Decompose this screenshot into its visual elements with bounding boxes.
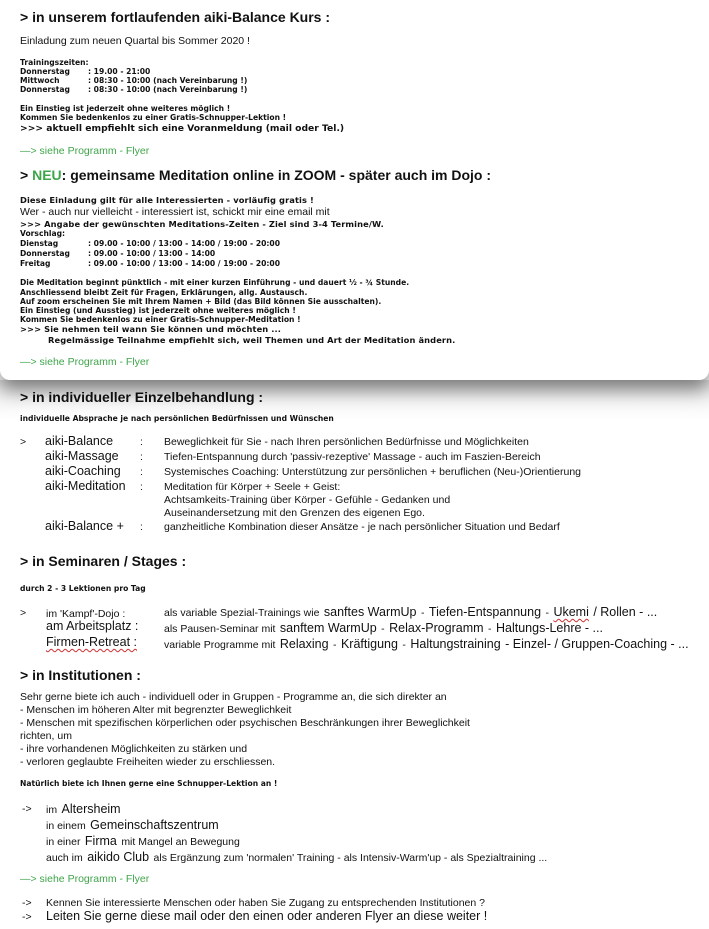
place-aikido-club [46,848,547,866]
slot-time: : 09.00 - 10:00 / 13:00 - 14:00 / 19:00 - 20:00 [88,239,280,248]
service-desc: Meditation für Körper + Seele + Geist: [164,481,341,493]
service-name: aiki-Massage [45,449,119,463]
individual-sub: individuelle Absprache je nach persönlichen Bedürfnissen und Wünschen [20,414,334,423]
seminar-keyword: sanftem WarmUp [279,621,377,635]
time-value: : 08:30 - 10:00 (nach Vereinbarung !) [88,76,248,85]
institution-line: richten, um [20,730,72,742]
seminar-keyword: Relax-Programm [389,621,484,635]
seminar-keyword: Relaxing [279,637,329,651]
time-value: : 08:30 - 10:00 (nach Vereinbarung !) [88,85,248,94]
meditation-para: Auf zoom erscheinen Sie mit Ihrem Namen + Bild (das Bild können Sie ausschalten). [20,297,382,306]
service-desc: Tiefen-Entspannung durch 'passiv-rezeptive' Massage - auch im Faszien-Bereich [164,451,541,463]
service-colon: : [140,521,143,533]
meditation-para: Die Meditation beginnt pünktlich - mit einer kurzen Einführung - und dauert ½ - ¾ Stunde. [20,278,410,287]
place-suffix: als Ergänzung zum 'normalen' Training - als Intensiv-Warm'up - als Spezialtraining ... [153,852,548,864]
slot-day: Dienstag [20,239,59,248]
seminar-sep: - [381,623,385,635]
service-desc: Systemisches Coaching: Unterstützung zur persönlichen + beruflichen (Neu-)Orientierung [164,466,581,478]
meditation-para: Regelmässige Teilnahme empfiehlt sich, weil Themen und Art der Meditation ändern. [48,335,456,345]
seminar-place: Firmen-Retreat : [46,635,137,649]
seminar-keyword: Haltungstraining [410,637,501,651]
list-marker: > [20,607,27,619]
seminar-place: am Arbeitsplatz : [46,619,139,633]
meditation-line: Wer - auch nur vielleicht - interessiert ist, schickt mir eine email mit [20,206,330,218]
place-name: Gemeinschaftszentrum [90,818,219,832]
times-title: Trainingszeiten: [20,58,89,67]
arrow-marker: -> [22,897,32,909]
service-colon: : [140,451,143,463]
seminar-keyword: Kräftigung [340,637,398,651]
seminar-sep: - [402,639,406,651]
balance-note: Kommen Sie bedenkenlos zu einer Gratis-Schnupper-Lektion ! [20,113,287,122]
service-desc: Beweglichkeit für Sie - nach Ihren persönlichen Bedürfnisse und Möglichkeiten [164,436,529,448]
new-badge: NEU [32,167,62,183]
individual-heading: > in individueller Einzelbehandlung : [20,389,264,405]
slot-time: : 09.00 - 10:00 / 13:00 - 14:00 [88,249,216,258]
institution-note: Natürlich biete ich Ihnen gerne eine Schnupper-Lektion an ! [20,779,278,788]
institution-line: Sehr gerne biete ich auch - individuell oder in Gruppen - Programme an, die sich direkter an [20,691,447,703]
seminars-sub: durch 2 - 3 Lektionen pro Tag [20,584,146,593]
meditation-heading [20,167,491,183]
meditation-line: Diese Einladung gilt für alle Interessierten - vorläufig gratis ! [20,195,314,205]
service-desc: Auseinandersetzung mit den Grenzen des eigenen Ego. [164,507,425,519]
meditation-line: >>> Angabe der gewünschten Meditations-Zeiten - Ziel sind 3-4 Termine/W. [20,219,384,229]
meditation-program-link[interactable]: —> siehe Programm - Flyer [20,356,150,368]
meditation-line: Vorschlag: [20,229,66,238]
service-desc: Achtsamkeits-Training über Körper - Gefühle - Gedanken und [164,494,451,506]
heading-prefix: > [20,167,33,183]
service-colon: : [140,466,143,478]
service-name: aiki-Balance [45,434,114,448]
institutions-program-link[interactable]: —> siehe Programm - Flyer [20,873,150,885]
service-name: aiki-Coaching [45,464,121,478]
place-prefix: in einer [46,836,81,848]
place-prefix: in einem [46,820,86,832]
slot-day: Freitag [20,259,51,268]
time-value: : 19.00 - 21:00 [88,67,151,76]
seminar-sep: - [488,623,492,635]
list-marker: > [20,436,27,448]
meditation-para: >>> Sie nehmen teil wann Sie können und möchten ... [20,324,282,334]
seminar-keyword: / Rollen - ... [593,605,658,619]
place-name: aikido Club [87,850,150,864]
seminar-sep: - [420,607,425,619]
seminar-row-retreat-desc [164,635,689,653]
institution-line: - verloren geglaubte Freiheiten wieder zu erschliessen. [20,756,276,768]
balance-invite: Einladung zum neuen Quartal bis Sommer 2020 ! [20,35,250,47]
service-desc: ganzheitliche Kombination dieser Ansätze - je nach persönlicher Situation und Bedarf [164,521,560,533]
seminar-sep: - [333,639,337,651]
arrow-marker: -> [22,911,32,923]
seminar-text: variable Programme mit [164,639,276,651]
meditation-para: Kommen Sie bedenkenlos zu einer Gratis-Schnupper-Meditation ! [20,315,301,324]
time-day: Mittwoch [20,76,60,85]
service-name: aiki-Meditation [45,479,126,493]
place-prefix: auch im [46,852,83,864]
seminar-keyword: Haltungs-Lehre - ... [495,621,603,635]
top-card [0,0,709,380]
slot-time: : 09.00 - 10:00 / 13:00 - 14:00 / 19:00 - 20:00 [88,259,280,268]
seminars-heading: > in Seminaren / Stages : [20,553,187,569]
service-colon: : [140,436,143,448]
place-suffix: mit Mangel an Bewegung [121,836,240,848]
meditation-para: Ein Einstieg (und Ausstieg) ist jederzeit ohne weiteres möglich ! [20,306,296,315]
institutions-heading: > in Institutionen : [20,667,141,683]
balance-heading: > in unserem fortlaufenden aiki-Balance Kurs : [20,9,331,25]
seminar-place: im 'Kampf'-Dojo : [46,608,126,620]
seminar-keyword: Ukemi [553,605,589,619]
institution-line: - Menschen mit spezifischen körperlichen oder psychischen Beschränkungen ihrer Beweglichkeit [20,717,470,729]
forward-request: Leiten Sie gerne diese mail oder den einen oder anderen Flyer an diese weiter ! [46,909,488,923]
question-line: Kennen Sie interessierte Menschen oder haben Sie Zugang zu entsprechenden Institutionen ? [46,897,485,909]
seminar-sep: - [545,607,549,619]
seminar-keyword: - Einzel- / Gruppen-Coaching - ... [505,637,689,651]
balance-note: >>> aktuell empfiehlt sich eine Voranmeldung (mail oder Tel.) [20,123,345,134]
service-colon: : [140,481,143,493]
institution-line: - ihre vorhandenen Möglichkeiten zu stärken und [20,743,248,755]
place-name: Firma [84,834,117,848]
institution-line: - Menschen im höheren Alter mit begrenzter Beweglichkeit [20,704,292,716]
time-day: Donnerstag [20,67,70,76]
balance-note: Ein Einstieg ist jederzeit ohne weiteres möglich ! [20,104,231,113]
arrow-marker: -> [22,803,32,815]
lower-content [0,380,709,929]
place-prefix: im [46,804,58,816]
place-name: Altersheim [61,802,121,816]
seminar-text: als Pausen-Seminar mit [164,623,276,635]
seminar-keyword: sanftes WarmUp [323,605,417,619]
balance-program-link[interactable]: —> siehe Programm - Flyer [20,145,150,157]
time-day: Donnerstag [20,85,70,94]
heading-rest: : gemeinsame Meditation online in ZOOM - später auch im Dojo : [61,167,492,183]
seminar-text: als variable Spezial-Trainings wie [164,607,320,619]
service-name: aiki-Balance + [45,519,124,533]
slot-day: Donnerstag [20,249,70,258]
seminar-keyword: Tiefen-Entspannung [428,605,542,619]
meditation-para: Anschliessend bleibt Zeit für Fragen, Erklärungen, allg. Austausch. [20,288,308,297]
